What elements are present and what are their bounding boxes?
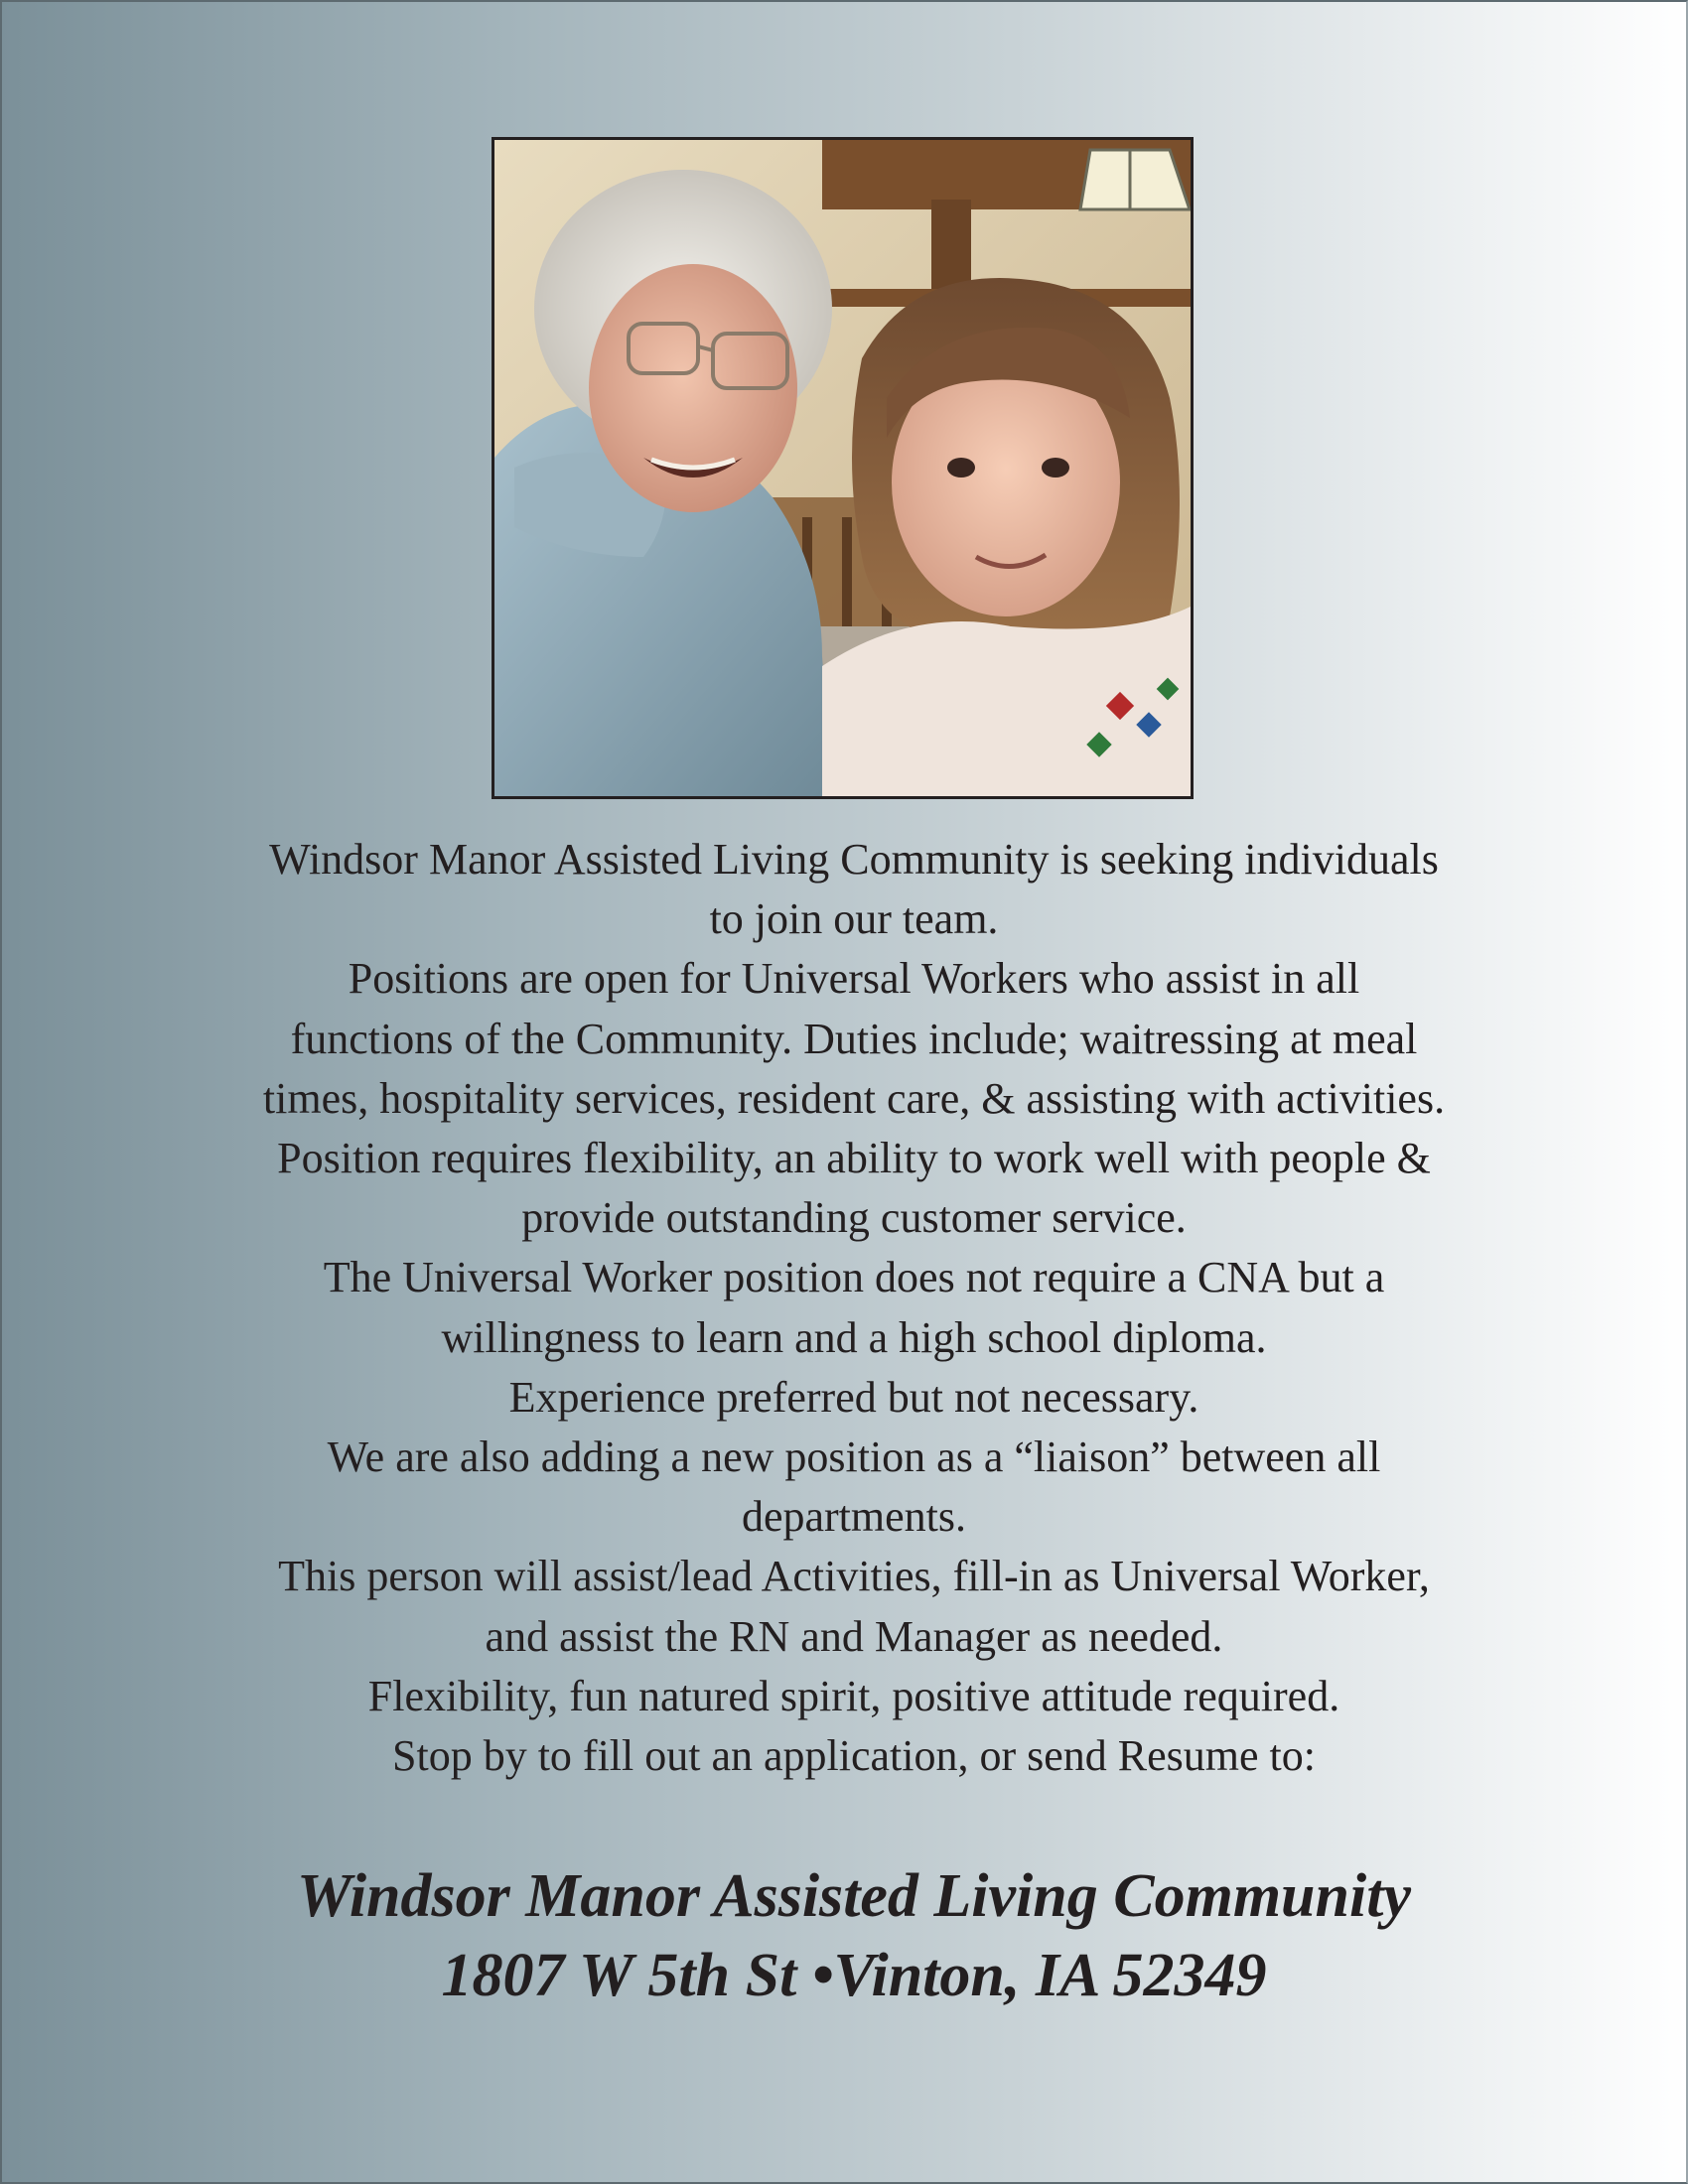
- body-line: We are also adding a new position as a “liaison” between all: [327, 1433, 1381, 1482]
- body-line: Stop by to fill out an application, or send Resume to:: [392, 1731, 1316, 1781]
- body-line: departments.: [741, 1492, 967, 1542]
- body-line: Windsor Manor Assisted Living Community is seeking individuals: [269, 835, 1439, 884]
- body-line: willingness to learn and a high school diploma.: [441, 1312, 1267, 1362]
- body-line: functions of the Community. Duties include; waitressing at meal: [290, 1014, 1418, 1063]
- body-line: This person will assist/lead Activities, fill-in as Universal Worker,: [278, 1552, 1430, 1601]
- street-address: 1807 W 5th St •Vinton, IA 52349: [441, 1942, 1267, 2009]
- body-line: times, hospitality services, resident care, & assisting with activities.: [262, 1073, 1446, 1123]
- photo-elderly-woman-and-girl: [492, 137, 1194, 799]
- body-line: Position requires flexibility, an ability to work well with people &: [277, 1134, 1431, 1183]
- body-line: Positions are open for Universal Workers who assist in all: [348, 954, 1360, 1004]
- body-line: and assist the RN and Manager as needed.: [485, 1611, 1223, 1661]
- job-description: [149, 830, 1559, 1786]
- community-name: Windsor Manor Assisted Living Community: [297, 1862, 1411, 1930]
- body-line: Experience preferred but not necessary.: [508, 1372, 1199, 1422]
- body-line: provide outstanding customer service.: [521, 1193, 1187, 1243]
- contact-address-block: [149, 1856, 1559, 2015]
- body-line: The Universal Worker position does not require a CNA but a: [323, 1253, 1385, 1302]
- body-line: to join our team.: [709, 894, 999, 944]
- body-line: Flexibility, fun natured spirit, positive attitude required.: [367, 1671, 1340, 1720]
